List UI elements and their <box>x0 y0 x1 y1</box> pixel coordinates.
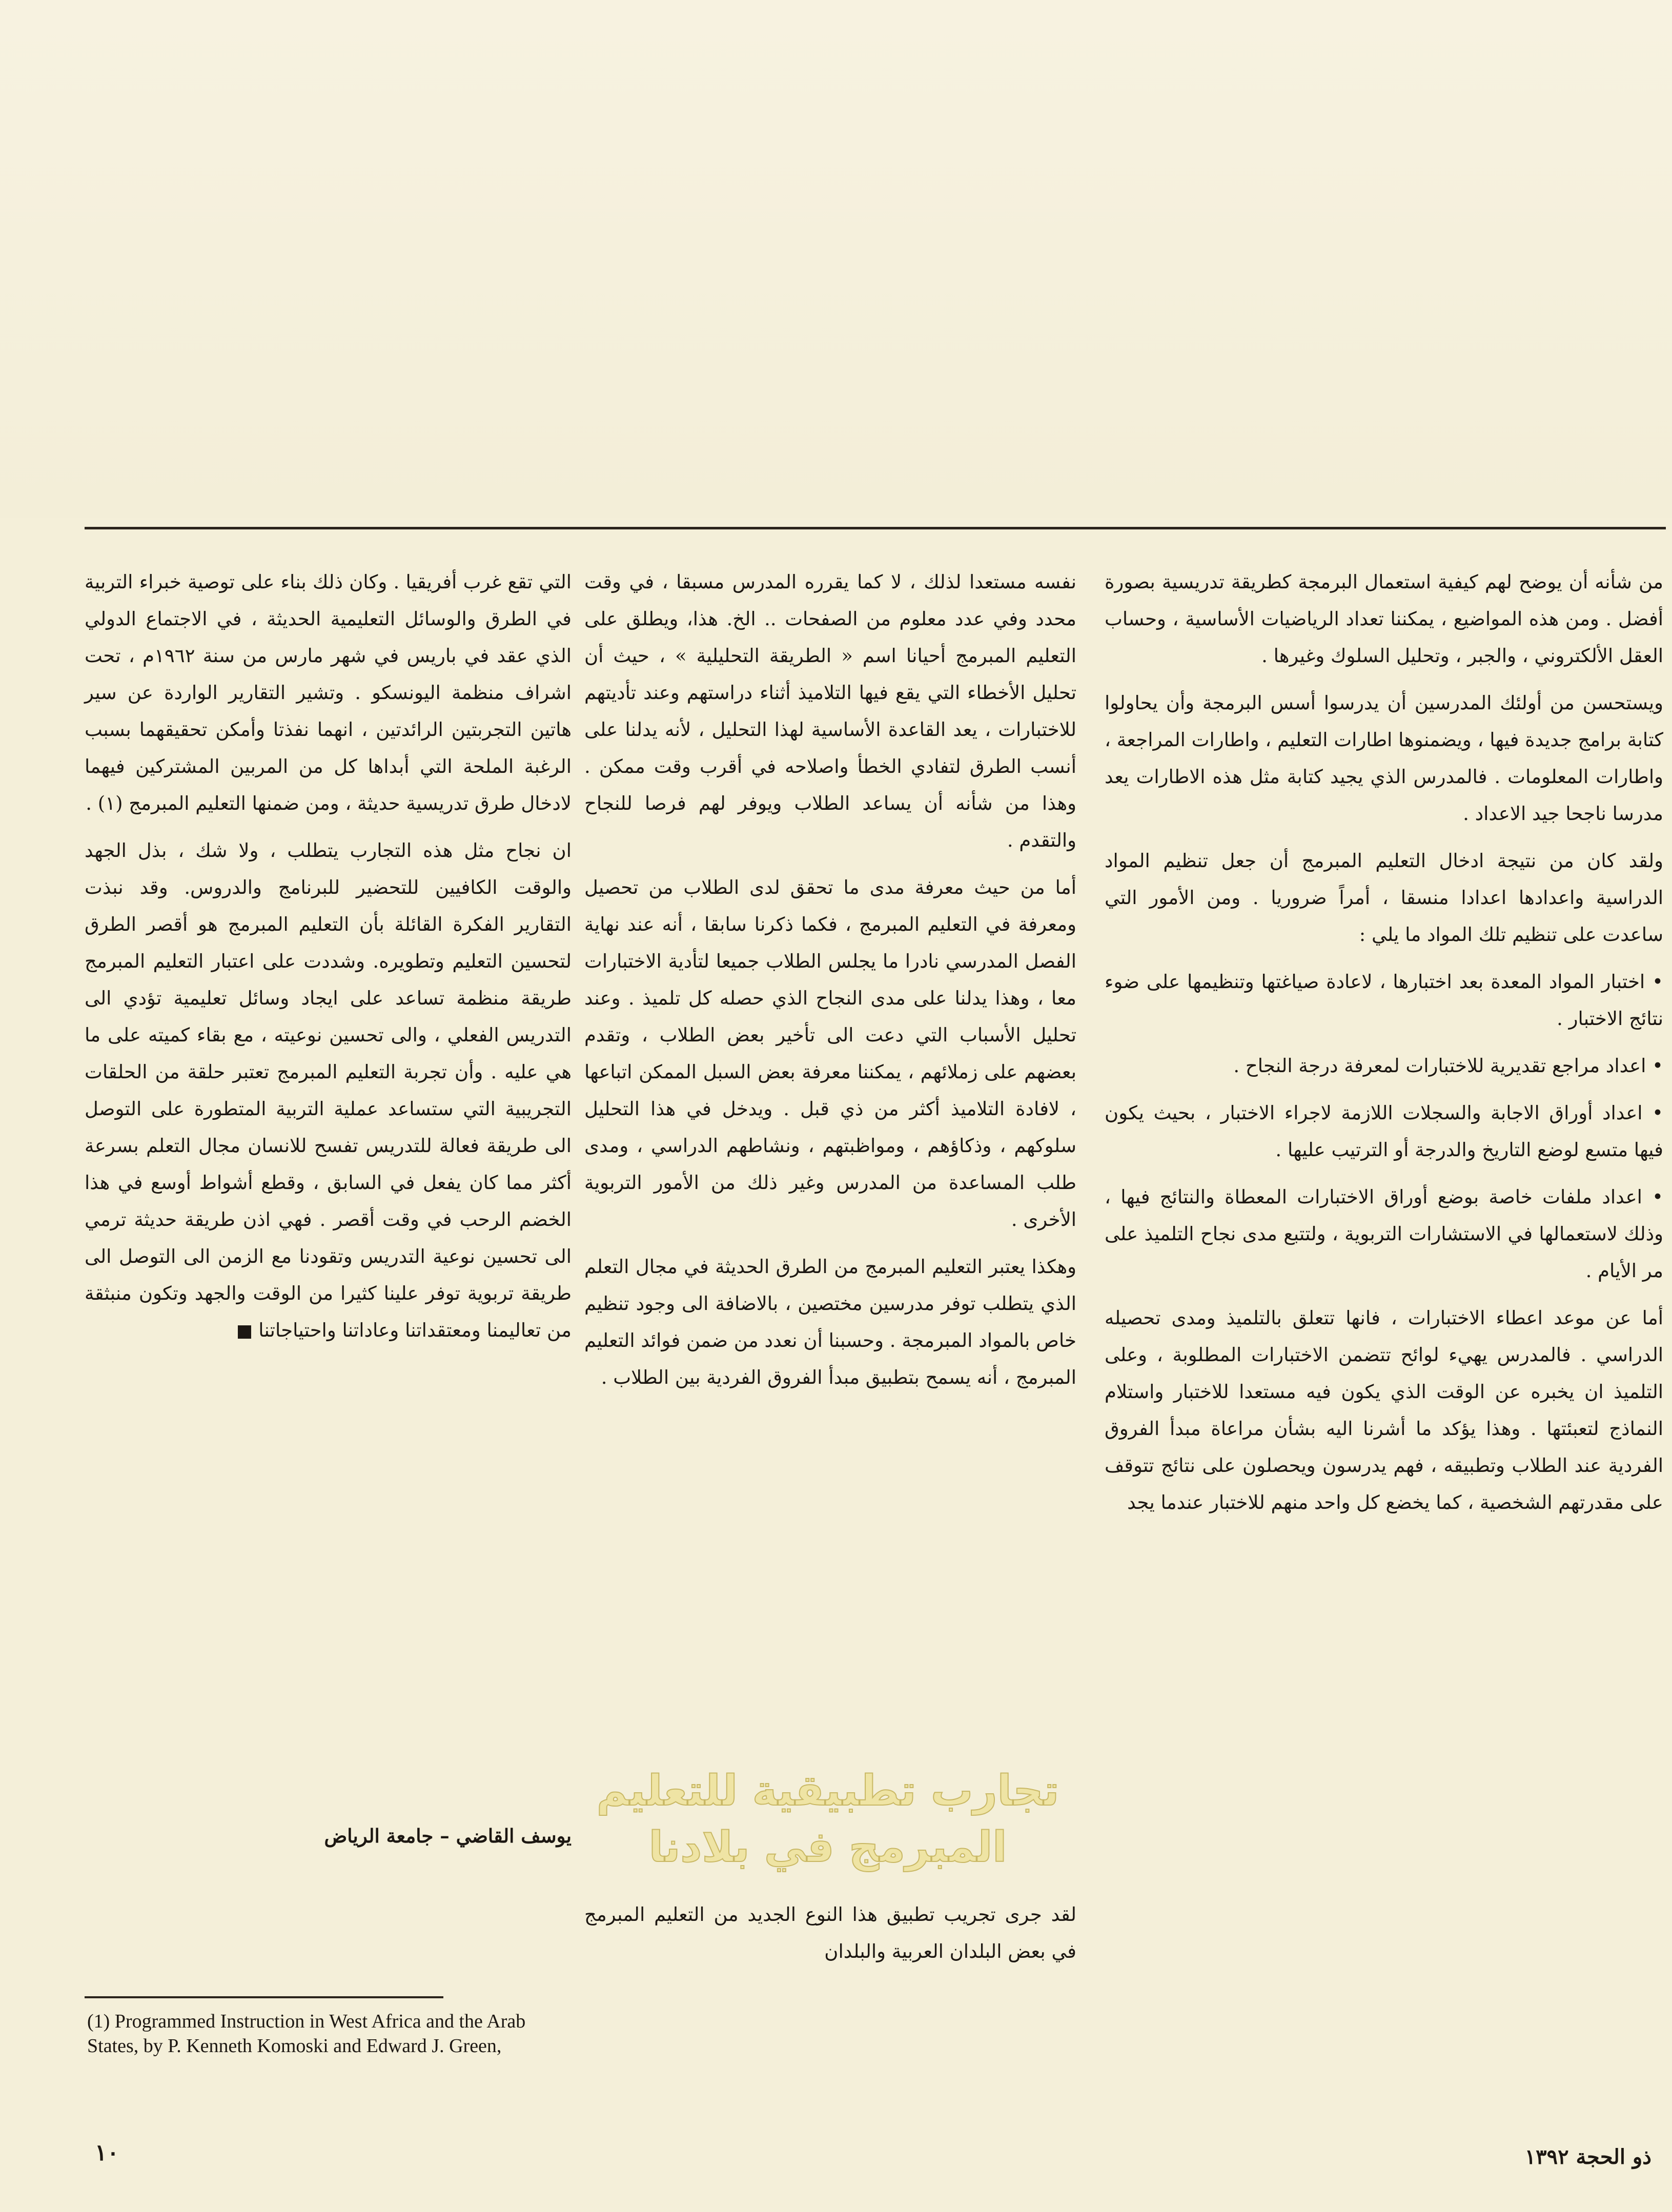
column-left <box>85 564 572 1359</box>
bullet-item: • اعداد ملفات خاصة بوضع أوراق الاختبارات المعطاة والنتائج فيها ، وذلك لاستعمالها في الاستشارات التربوية ، ولتتبع مدى نجاح التلميذ على مر الأيام . <box>1105 1186 1663 1282</box>
top-divider <box>85 527 1666 529</box>
paragraph: من شأنه أن يوضح لهم كيفية استعمال البرمجة كطريقة تدريسية بصورة أفضل . ومن هذه المواضيع ، يمكننا تعداد الرياضيات الأساسية ، وحساب العقل الألكتروني ، والجبر ، وتحليل السلوك وغيرها . <box>1105 571 1663 667</box>
paragraph: نفسه مستعدا لذلك ، لا كما يقرره المدرس مسبقا ، في وقت محدد وفي عدد معلوم من الصفحات .. الخ. هذا، ويطلق على التعليم المبرمج أحيانا اسم « الطريقة التحليلية » ، حيث أن تحليل الأخطاء التي يقع فيها التلاميذ أثناء دراستهم وعند تأديتهم للاختبارات ، يعد القاعدة الأساسية لهذا التحليل ، لأنه يدلنا على أنسب الطرق لتفادي الخطأ واصلاحه في أقرب وقت ممكن . وهذا من شأنه أن يساعد الطلاب ويوفر لهم فرصا للنجاح والتقدم . <box>584 571 1076 851</box>
section-heading-line: تجارب تطبيقية للتعليم <box>596 1767 1059 1815</box>
paragraph: ويستحسن من أولئك المدرسين أن يدرسوا أسس البرمجة وأن يحاولوا كتابة برامج جديدة فيها ، ويضمنوها اطارات التعليم ، واطارات المراجعة ، واطارات المعلومات . فالمدرس الذي يجيد كتابة مثل هذه الاطارات يعد مدرسا ناجحا جيد الاعداد . <box>1104 692 1663 825</box>
issue-date: ذو الحجة ١٣٩٢ <box>1524 2145 1651 2169</box>
column-right <box>1105 564 1663 1531</box>
paragraph: لقد جرى تجريب تطبيق هذا النوع الجديد من التعليم المبرمج في بعض البلدان العربية والبلدان <box>584 1903 1076 1962</box>
footnote-divider <box>85 1996 443 1998</box>
paragraph: ولقد كان من نتيجة ادخال التعليم المبرمج أن جعل تنظيم المواد الدراسية واعدادها اعدادا منسقا ، أمراً ضروريا . ومن الأمور التي ساعدت على تنظيم تلك المواد ما يلي : <box>1105 850 1663 946</box>
top-image-area <box>0 0 1672 518</box>
page-number: ١٠ <box>95 2140 119 2166</box>
paragraph: وهكذا يعتبر التعليم المبرمج من الطرق الحديثة في مجال التعلم الذي يتطلب توفر مدرسين مختصين ، بالاضافة الى وجود تنظيم خاص بالمواد المبرمجة . وحسبنا أن نعدد من ضمن فوائد التعليم المبرمج ، أنه يسمح بتطبيق مبدأ الفروق الفردية بين الطلاب . <box>584 1256 1076 1388</box>
column-middle-tail <box>584 1896 1076 1970</box>
paragraph: أما من حيث معرفة مدى ما تحقق لدى الطلاب من تحصيل ومعرفة في التعليم المبرمج ، فكما ذكرنا سابقا ، أنه عند نهاية الفصل المدرسي نادرا ما يجلس الطلاب جميعا لتأدية الاختبارات معا ، وهذا يدلنا على مدى النجاح الذي حصله كل تلميذ . وعند تحليل الأسباب التي دعت الى تأخير بعض الطلاب ، وتقدم بعضهم على زملائهم ، يمكننا معرفة بعض السبل الممكن اتباعها ، لافادة التلاميذ أكثر من ذي قبل . ويدخل في هذا التحليل سلوكهم ، وذكاؤهم ، ومواظبتهم ، ونشاطهم الدراسي ، ومدى طلب المساعدة من المدرس وغير ذلك من الأمور التربوية الأخرى . <box>584 876 1076 1231</box>
bullet-item: • اعداد أوراق الاجابة والسجلات اللازمة لاجراء الاختبار ، بحيث يكون فيها متسع لوضع التاريخ والدرجة أو الترتيب عليها . <box>1105 1102 1663 1161</box>
section-heading <box>589 1763 1066 1881</box>
paragraph: ان نجاح مثل هذه التجارب يتطلب ، ولا شك ، بذل الجهد والوقت الكافيين للتحضير للبرنامج والدروس. وقد نبذت التقارير الفكرة القائلة بأن التعليم المبرمج هو أقصر الطرق لتحسين التعليم وتطويره. وشددت على اعتبار التعليم المبرمج طريقة منظمة تساعد على ايجاد وسائل تعليمية تؤدي الى التدريس الفعلي ، والى تحسين نوعيته ، مع بقاء كميته على ما هي عليه . وأن تجربة التعليم المبرمج تعتبر حلقة من الحلقات التجريبية التي ستساعد عملية التربية المتطورة على التوصل الى طريقة فعالة للتدريس تفسح للانسان مجال التعلم بسرعة أكثر مما كان يفعل في السابق ، وقطع أشواط أوسع في هذا الخضم الرحب في وقت أقصر . فهي اذن طريقة حديثة ترمي الى تحسين نوعية التدريس وتقودنا مع الزمن الى التوصل الى طريقة تربوية توفر علينا كثيرا من الوقت والجهد وتكون منبثقة من تعاليمنا ومعتقداتنا وعاداتنا واحتياجاتنا <box>85 839 572 1341</box>
section-heading-line: المبرمج في بلادنا <box>648 1823 1007 1872</box>
author-signature: يوسف القاضي – جامعة الرياض <box>324 1825 572 1847</box>
footnote: (1) Programmed Instruction in West Africa and the Arab States, by P. Kenneth Komoski and Edward J. Green, <box>87 2011 526 2057</box>
bullet-item: • اعداد مراجع تقديرية للاختبارات لمعرفة درجة النجاح . <box>1233 1055 1663 1077</box>
end-mark-icon <box>238 1325 251 1339</box>
paragraph: أما عن موعد اعطاء الاختبارات ، فانها تتعلق بالتلميذ ومدى تحصيله الدراسي . فالمدرس يهيء لوائح تتضمن الاختبارات المطلوبة ، وعلى التلميذ ان يخبره عن الوقت الذي يكون فيه مستعدا للاختبار واستلام النماذج لتعبئتها . وهذا يؤكد ما أشرنا اليه بشأن مراعاة مبدأ الفروق الفردية عند الطلاب وتطبيقه ، فهم يدرسون ويحصلون على نتائج تتوقف على مقدرتهم الشخصية ، كما يخضع كل واحد منهم للاختبار عندما يجد <box>1105 1307 1663 1513</box>
paragraph: التي تقع غرب أفريقيا . وكان ذلك بناء على توصية خبراء التربية في الطرق والوسائل التعليمية الحديثة ، في الاجتماع الدولي الذي عقد في باريس في شهر مارس من سنة ١٩٦٢م ، تحت اشراف منظمة اليونسكو . وتشير التقارير الواردة عن سير هاتين التجربتين الرائدتين ، انهما نفذتا وأمكن تحقيقهما بسبب الرغبة الملحة التي أبداها كل من المربين المشتركين فيهما لادخال طرق تدريسية حديثة ، ومن ضمنها التعليم المبرمج (١) . <box>85 571 572 814</box>
bullet-item: • اختبار المواد المعدة بعد اختبارها ، لاعادة صياغتها وتنظيمها على ضوء نتائج الاختبار . <box>1105 971 1663 1030</box>
column-middle <box>584 564 1076 1406</box>
